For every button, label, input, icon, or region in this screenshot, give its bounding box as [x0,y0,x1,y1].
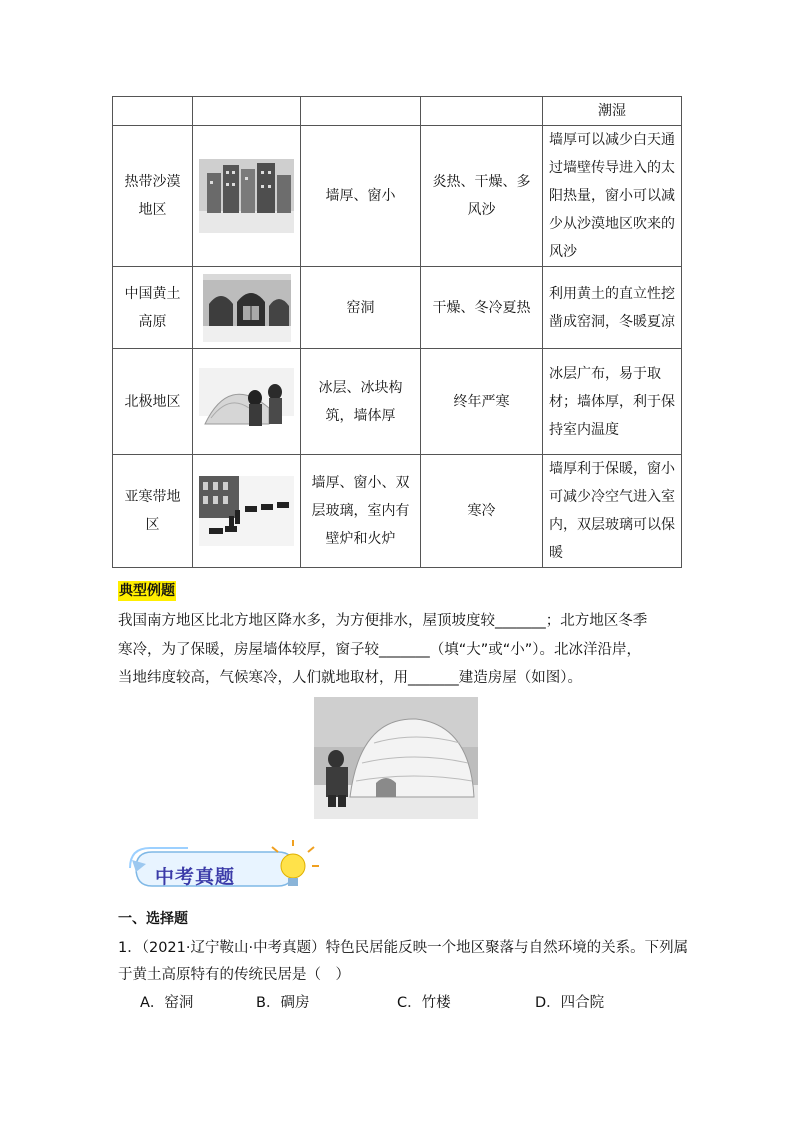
igloo-children-photo [199,368,294,436]
region-cell: 热带沙漠地区 [113,126,193,267]
climate-cell: 炎热、干燥、多风沙 [421,126,543,267]
climate-cell: 干燥、冬冷夏热 [421,267,543,349]
features-cell: 冰层、冰块构筑，墙体厚 [301,349,421,455]
question-text-line: 于黄土高原特有的传统民居是（ ） [118,967,350,983]
example-text-line: 当地纬度较高，气候寒冷，人们就地取材，用_______建造房屋（如图）。 [118,670,582,686]
desert-house-photo [199,159,294,233]
table-row [113,349,682,455]
reindeer-sled-photo [199,476,294,546]
example-section-tag: 典型例题 [119,583,175,599]
choice-c: C．竹楼 [397,995,451,1011]
climate-cell: 寒冷 [421,455,543,568]
dwelling-table [112,96,682,568]
climate-cell: 终年严寒 [421,349,543,455]
example-text-line: 我国南方地区比北方地区降水多，为方便排水，屋顶坡度较_______；北方地区冬季 [118,613,648,629]
features-cell: 墙厚、窗小、双层玻璃，室内有壁炉和火炉 [301,455,421,568]
reason-cell: 利用黄土的直立性挖凿成窑洞，冬暖夏凉 [543,267,682,349]
question-section-heading: 一、选择题 [118,911,188,927]
question-text-line: 1．（2021·辽宁鞍山·中考真题）特色民居能反映一个地区聚落与自然环境的关系。下列属 [118,940,689,956]
reason-cell: 冰层广布，易于取材；墙体厚，利于保持室内温度 [543,349,682,455]
example-text-line: 寒冷，为了保暖，房屋墙体较厚，窗子较_______（填“大”或“小”）。北冰洋沿岸， [118,642,642,658]
table-row [113,126,682,267]
choice-b: B．碉房 [256,995,310,1011]
table-row [113,455,682,568]
reason-cell: 墙厚利于保暖，窗小可减少冷空气进入室内，双层玻璃可以保暖 [543,455,682,568]
features-cell: 窑洞 [301,267,421,349]
banner-title: 中考真题 [155,866,236,888]
region-cell: 亚寒带地区 [113,455,193,568]
table-row [113,97,682,126]
region-cell: 北极地区 [113,349,193,455]
reason-cell: 墙厚可以减少白天通过墙壁传导进入的太阳热量，窗小可以减少从沙漠地区吹来的风沙 [543,126,682,267]
table-row [113,267,682,349]
features-cell: 墙厚、窗小 [301,126,421,267]
choice-a: A．窑洞 [140,995,194,1011]
region-cell: 中国黄土高原 [113,267,193,349]
choice-d: D．四合院 [535,995,605,1011]
reason-cell: 潮湿 [543,97,682,126]
igloo-photo [314,697,478,819]
cave-dwelling-photo [203,274,291,342]
